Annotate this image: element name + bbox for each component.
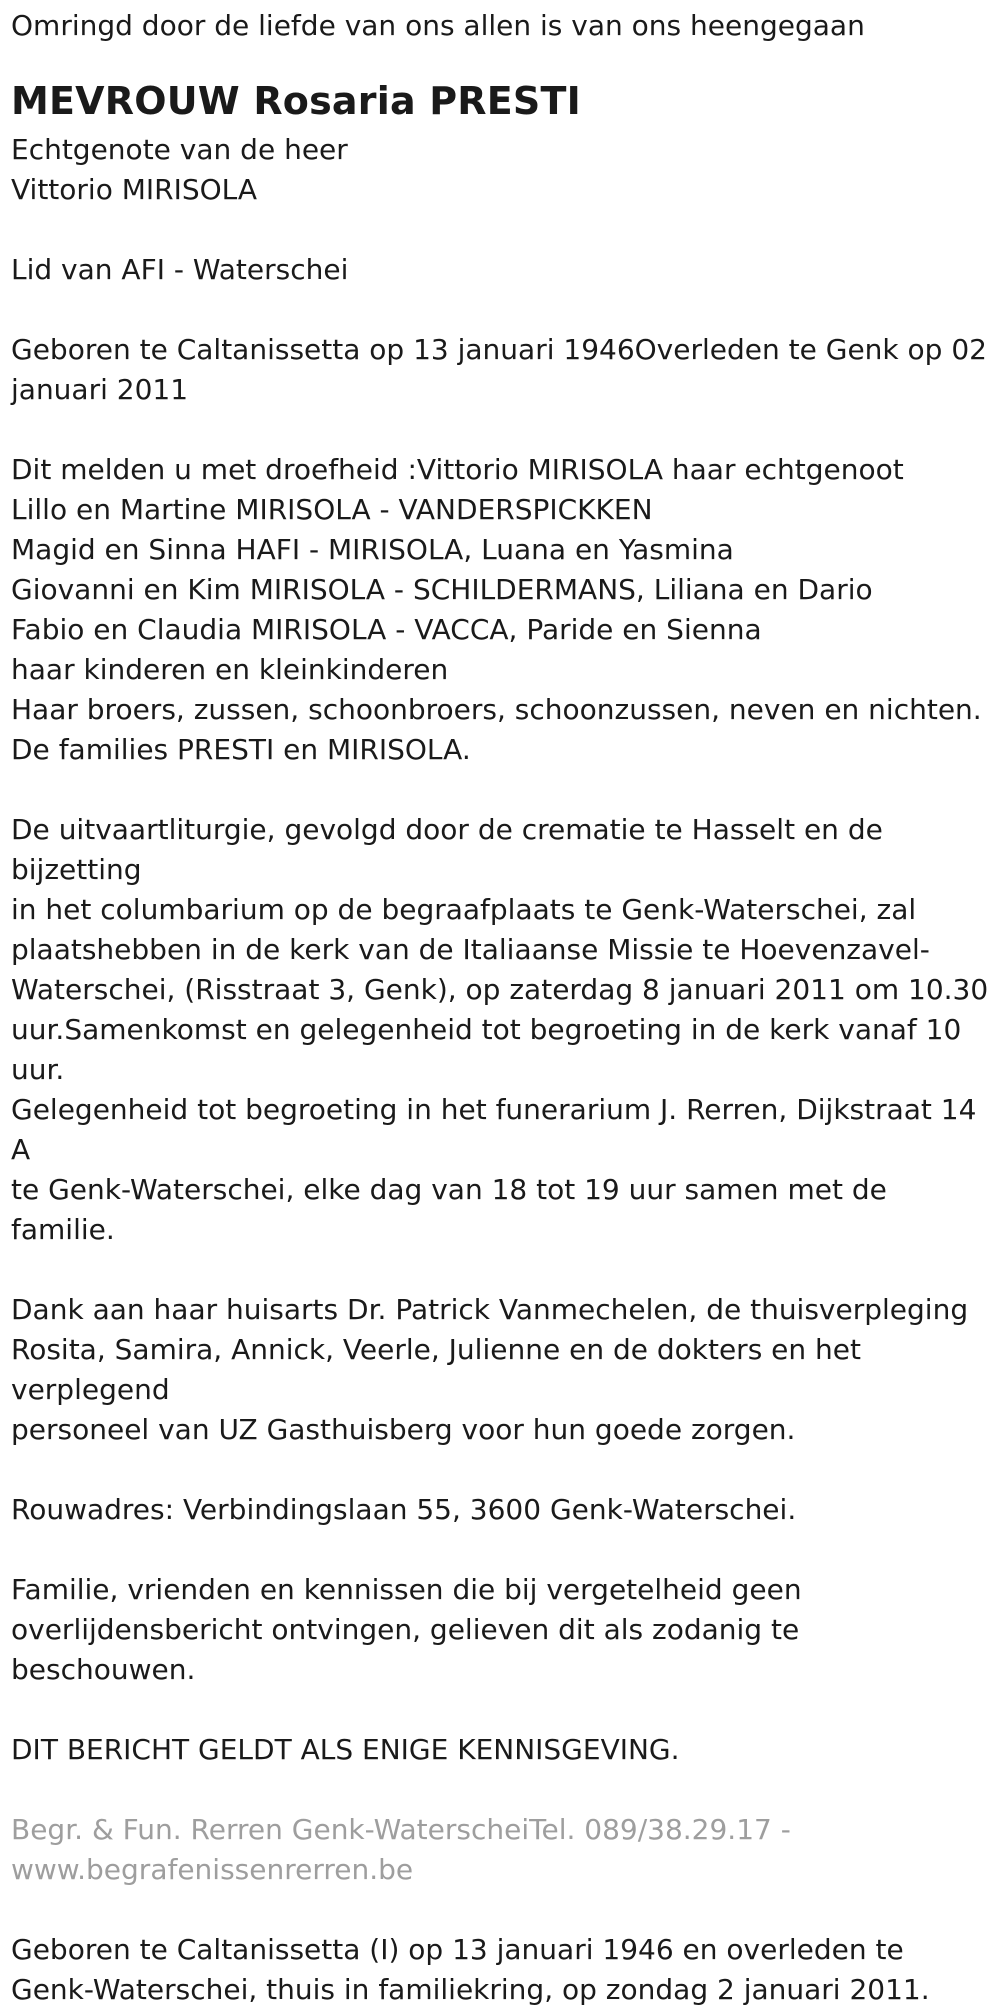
official-notice-text: DIT BERICHT GELDT ALS ENIGE KENNISGEVING. xyxy=(11,1733,680,1766)
funeral-home-section xyxy=(11,1810,991,1890)
intro-text: Omringd door de liefde van ons allen is van ons heengegaan xyxy=(11,9,865,42)
ceremony-line: De uitvaartliturgie, gevolgd door de crematie te Hasselt en de bijzetting xyxy=(11,813,883,886)
thanks-line: Rosita, Samira, Annick, Veerle, Julienne en de dokters en het verplegend xyxy=(11,1333,862,1406)
final-line: Genk-Waterschei, thuis in familiekring, op zondag 2 januari 2011. xyxy=(11,1973,930,2006)
notice-request-section xyxy=(11,1570,991,1690)
spouse-line: Vittorio MIRISOLA xyxy=(11,173,258,206)
thanks-section xyxy=(11,1290,991,1450)
ceremony-section xyxy=(11,810,991,1250)
notice-request-line: Familie, vrienden en kennissen die bij vergetelheid geen xyxy=(11,1573,802,1606)
spouse-line: Echtgenote van de heer xyxy=(11,133,348,166)
funeral-home-line: Begr. & Fun. Rerren Genk-WaterscheiTel. 089/38.29.17 - xyxy=(11,1813,791,1846)
mourners-line: Giovanni en Kim MIRISOLA - SCHILDERMANS, Liliana en Dario xyxy=(11,573,873,606)
final-section xyxy=(11,1930,991,2010)
thanks-line: personeel van UZ Gasthuisberg voor hun goede zorgen. xyxy=(11,1413,796,1446)
ceremony-line: uur.Samenkomst en gelegenheid tot begroeting in de kerk vanaf 10 uur. xyxy=(11,1013,962,1086)
notice-request-line: overlijdensbericht ontvingen, gelieven dit als zodanig te beschouwen. xyxy=(11,1613,800,1686)
birth-death-line: Geboren te Caltanissetta op 13 januari 1946Overleden te Genk op 02 xyxy=(11,333,987,366)
final-line: Geboren te Caltanissetta (I) op 13 januari 1946 en overleden te xyxy=(11,1933,904,1966)
birth-death-section xyxy=(11,330,991,410)
mourning-address: Rouwadres: Verbindingslaan 55, 3600 Genk-Waterschei. xyxy=(11,1493,797,1526)
mourners-line: Lillo en Martine MIRISOLA - VANDERSPICKKEN xyxy=(11,493,653,526)
ceremony-line: te Genk-Waterschei, elke dag van 18 tot 19 uur samen met de familie. xyxy=(11,1173,887,1246)
ceremony-line: in het columbarium op de begraafplaats te Genk-Waterschei, zal xyxy=(11,893,917,926)
mourners-line: Fabio en Claudia MIRISOLA - VACCA, Paride en Sienna xyxy=(11,613,762,646)
obituary-notice xyxy=(11,6,991,2010)
mourners-section xyxy=(11,450,991,770)
mourners-line: Dit melden u met droefheid :Vittorio MIRISOLA haar echtgenoot xyxy=(11,453,904,486)
spouse-section xyxy=(11,130,991,210)
ceremony-line: Gelegenheid tot begroeting in het funerarium J. Rerren, Dijkstraat 14 A xyxy=(11,1093,977,1166)
ceremony-line: plaatshebben in de kerk van de Italiaanse Missie te Hoevenzavel- xyxy=(11,933,930,966)
membership-text: Lid van AFI - Waterschei xyxy=(11,253,349,286)
ceremony-line: Waterschei, (Risstraat 3, Genk), op zaterdag 8 januari 2011 om 10.30 xyxy=(11,973,989,1006)
mourners-line: Haar broers, zussen, schoonbroers, schoonzussen, neven en nichten. xyxy=(11,693,982,726)
thanks-line: Dank aan haar huisarts Dr. Patrick Vanmechelen, de thuisverpleging xyxy=(11,1293,969,1326)
mourners-line: Magid en Sinna HAFI - MIRISOLA, Luana en Yasmina xyxy=(11,533,734,566)
mourners-line: haar kinderen en kleinkinderen xyxy=(11,653,449,686)
mourners-line: De families PRESTI en MIRISOLA. xyxy=(11,733,471,766)
birth-death-line: januari 2011 xyxy=(11,373,189,406)
funeral-home-website: www.begrafenissenrerren.be xyxy=(11,1853,414,1886)
deceased-name: MEVROUW Rosaria PRESTI xyxy=(11,79,581,123)
